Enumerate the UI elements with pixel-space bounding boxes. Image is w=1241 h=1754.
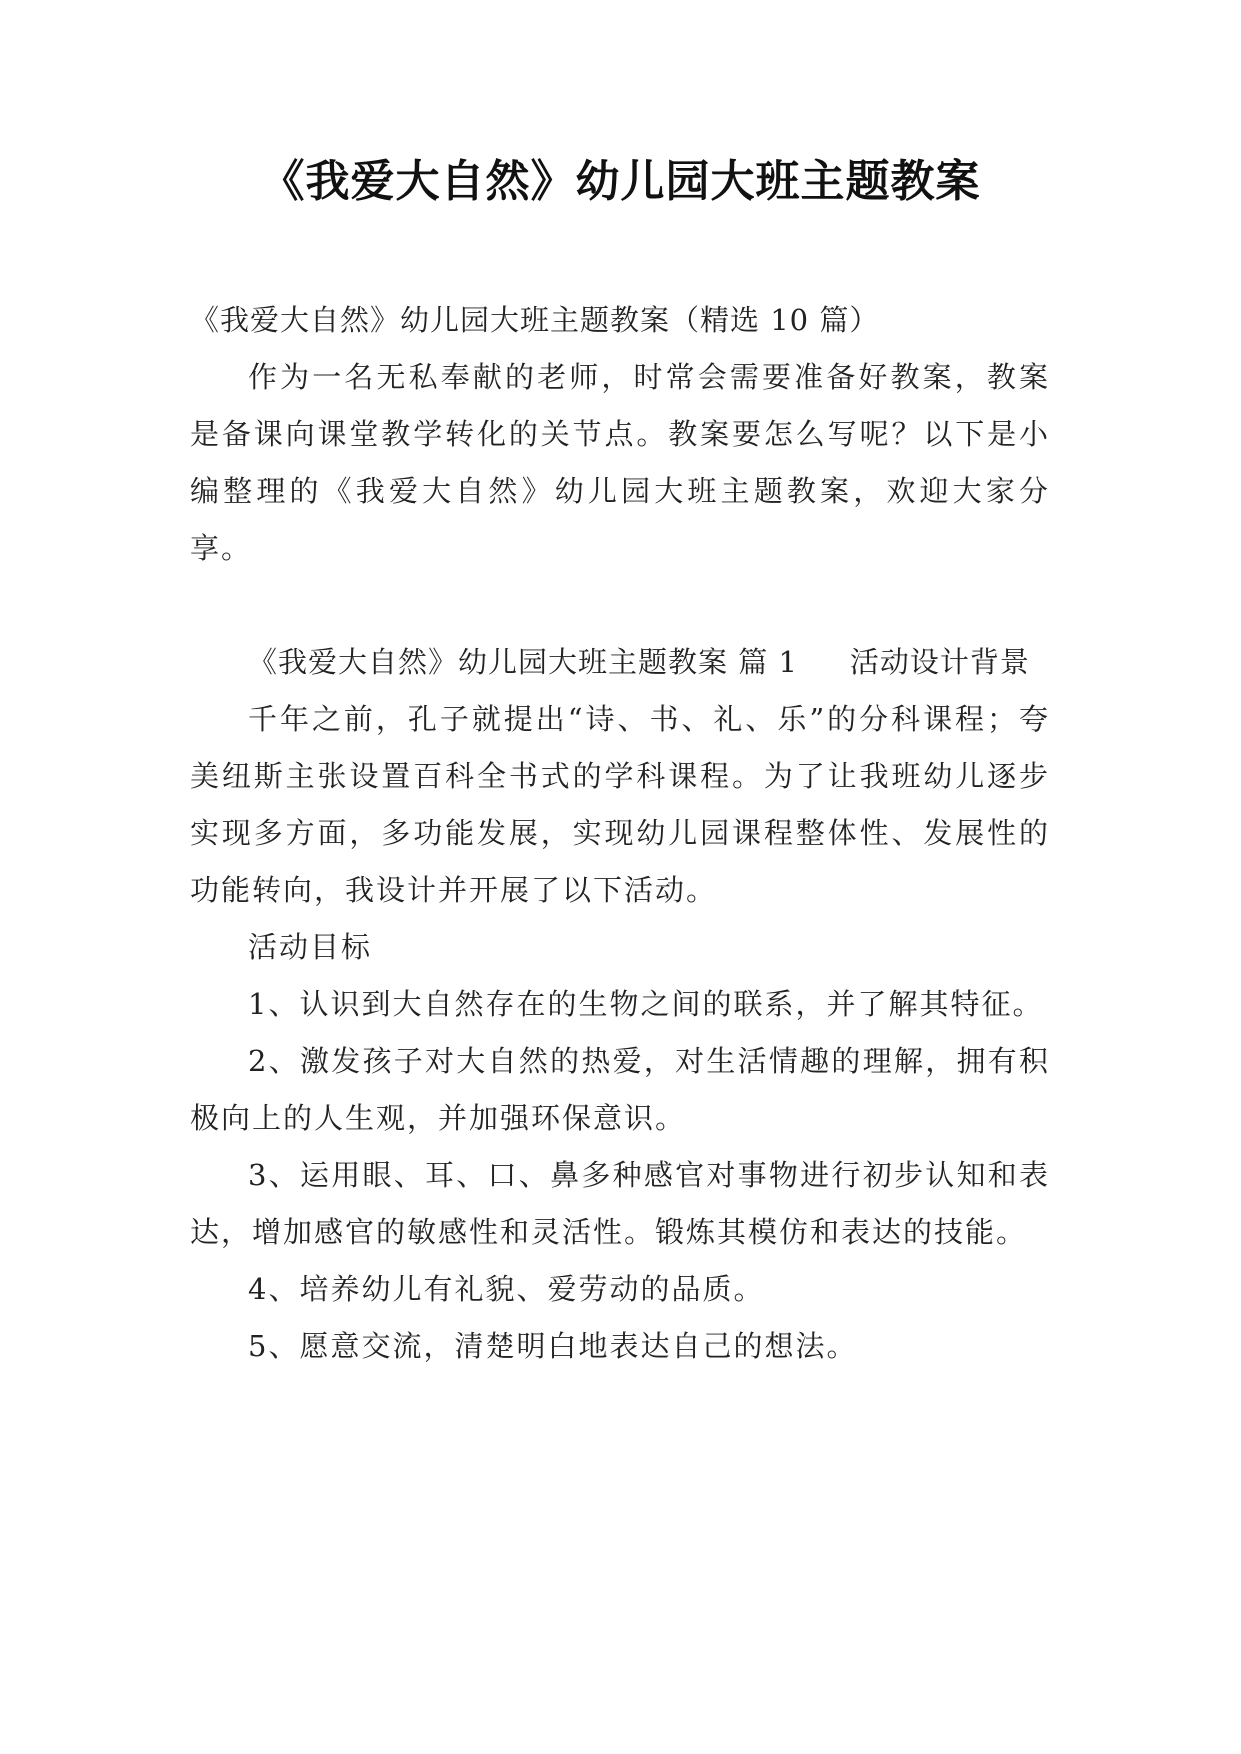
goal-item: 3、运用眼、耳、口、鼻多种感官对事物进行初步认知和表达，增加感官的敏感性和灵活性。锻炼其模仿和表达的技能。 (190, 1158, 1050, 1249)
goals-heading: 活动目标 (248, 930, 373, 964)
document-subtitle: 《我爱大自然》幼儿园大班主题教案（精选 10 篇） (190, 303, 880, 337)
section-heading (190, 634, 1050, 691)
section-spacer (190, 577, 1050, 634)
section-number: 篇 1 (738, 645, 798, 679)
background-paragraph: 千年之前，孔子就提出“诗、书、礼、乐”的分科课程；夸美纽斯主张设置百科全书式的学科课程。为了让我班幼儿逐步实现多方面，多功能发展，实现幼儿园课程整体性、发展性的功能转向，我设计并开展了以下活动。 (190, 702, 1050, 907)
goal-item: 1、认识到大自然存在的生物之间的联系，并了解其特征。 (248, 987, 1044, 1021)
goal-item: 5、愿意交流，清楚明白地表达自己的想法。 (248, 1329, 858, 1363)
document-title: 《我爱大自然》幼儿园大班主题教案 (260, 156, 981, 207)
section-title: 《我爱大自然》幼儿园大班主题教案 (248, 645, 729, 679)
goal-item: 4、培养幼儿有礼貌、爱劳动的品质。 (248, 1272, 765, 1306)
section-heading-label: 活动设计背景 (849, 645, 1030, 679)
intro-paragraph: 作为一名无私奉献的老师，时常会需要准备好教案，教案是备课向课堂教学转化的关节点。教案要怎么写呢？以下是小编整理的《我爱大自然》幼儿园大班主题教案，欢迎大家分享。 (190, 360, 1050, 565)
goal-item: 2、激发孩子对大自然的热爱，对生活情趣的理解，拥有积极向上的人生观，并加强环保意识。 (190, 1044, 1050, 1135)
document-body (190, 292, 1050, 1375)
